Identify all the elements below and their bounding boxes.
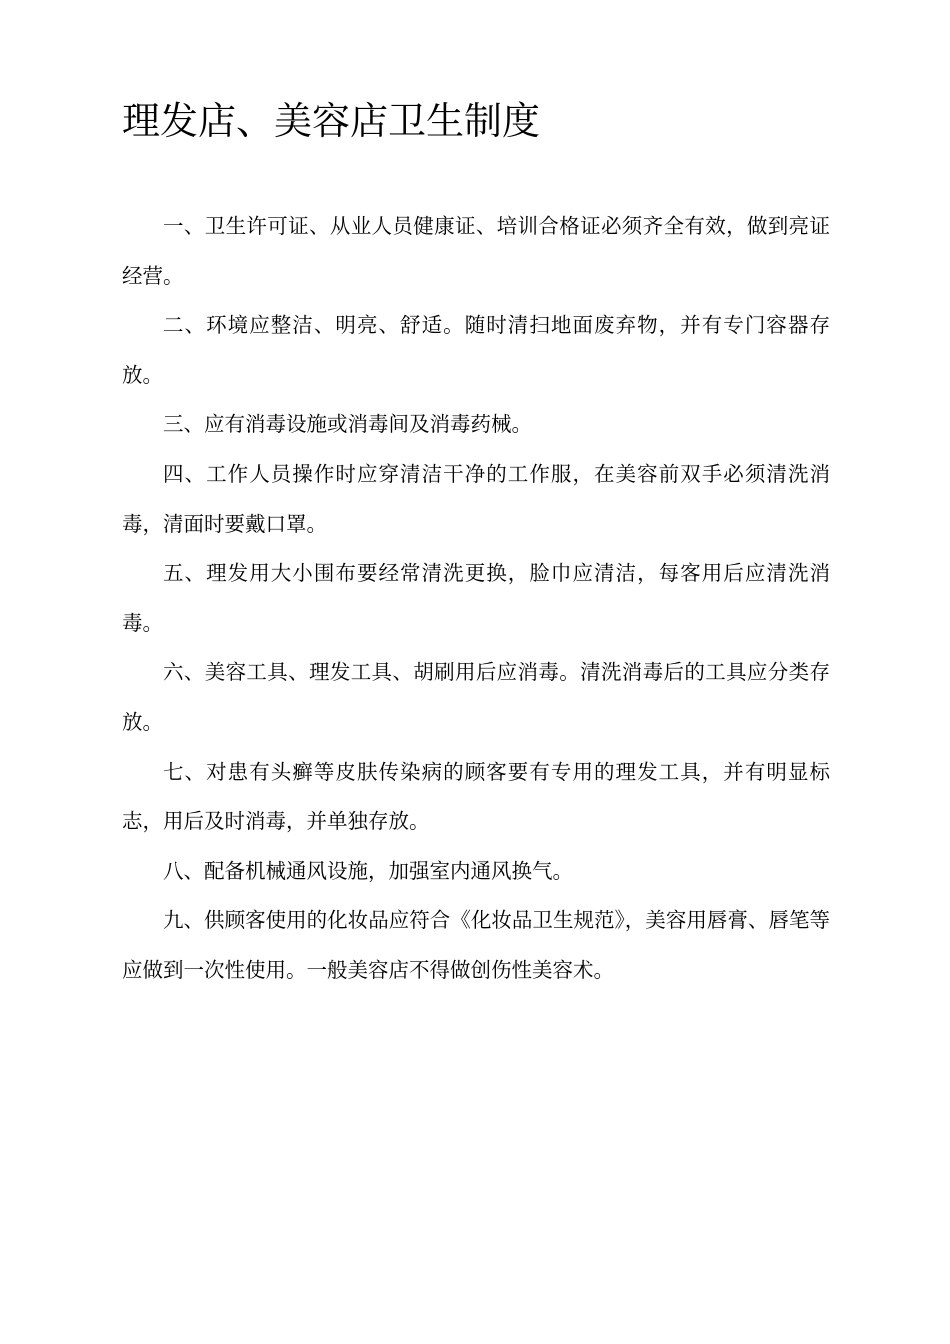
clause-9: 九、供顾客使用的化妆品应符合《化妆品卫生规范》，美容用唇膏、唇笔等应做到一次性使用。一般美容店不得做创伤性美容术。 — [122, 908, 830, 982]
clause-6: 六、美容工具、理发工具、胡刷用后应消毒。清洗消毒后的工具应分类存放。 — [122, 660, 830, 734]
document-body — [122, 202, 830, 996]
clause-2: 二、环境应整洁、明亮、舒适。随时清扫地面废弃物，并有专门容器存放。 — [122, 313, 830, 387]
clause-5: 五、理发用大小围布要经常清洗更换，脸巾应清洁，每客用后应清洗消毒。 — [122, 561, 830, 635]
clause-1: 一、卫生许可证、从业人员健康证、培训合格证必须齐全有效，做到亮证经营。 — [122, 214, 830, 288]
clause-8: 八、配备机械通风设施，加强室内通风换气。 — [163, 858, 573, 883]
clause-3: 三、应有消毒设施或消毒间及消毒药械。 — [163, 412, 532, 437]
clause-4: 四、工作人员操作时应穿清洁干净的工作服，在美容前双手必须清洗消毒，清面时要戴口罩。 — [122, 461, 830, 536]
clause-7: 七、对患有头癣等皮肤传染病的顾客要有专用的理发工具，并有明显标志，用后及时消毒，并单独存放。 — [122, 759, 830, 834]
document-title: 理发店、美容店卫生制度 — [122, 99, 541, 143]
